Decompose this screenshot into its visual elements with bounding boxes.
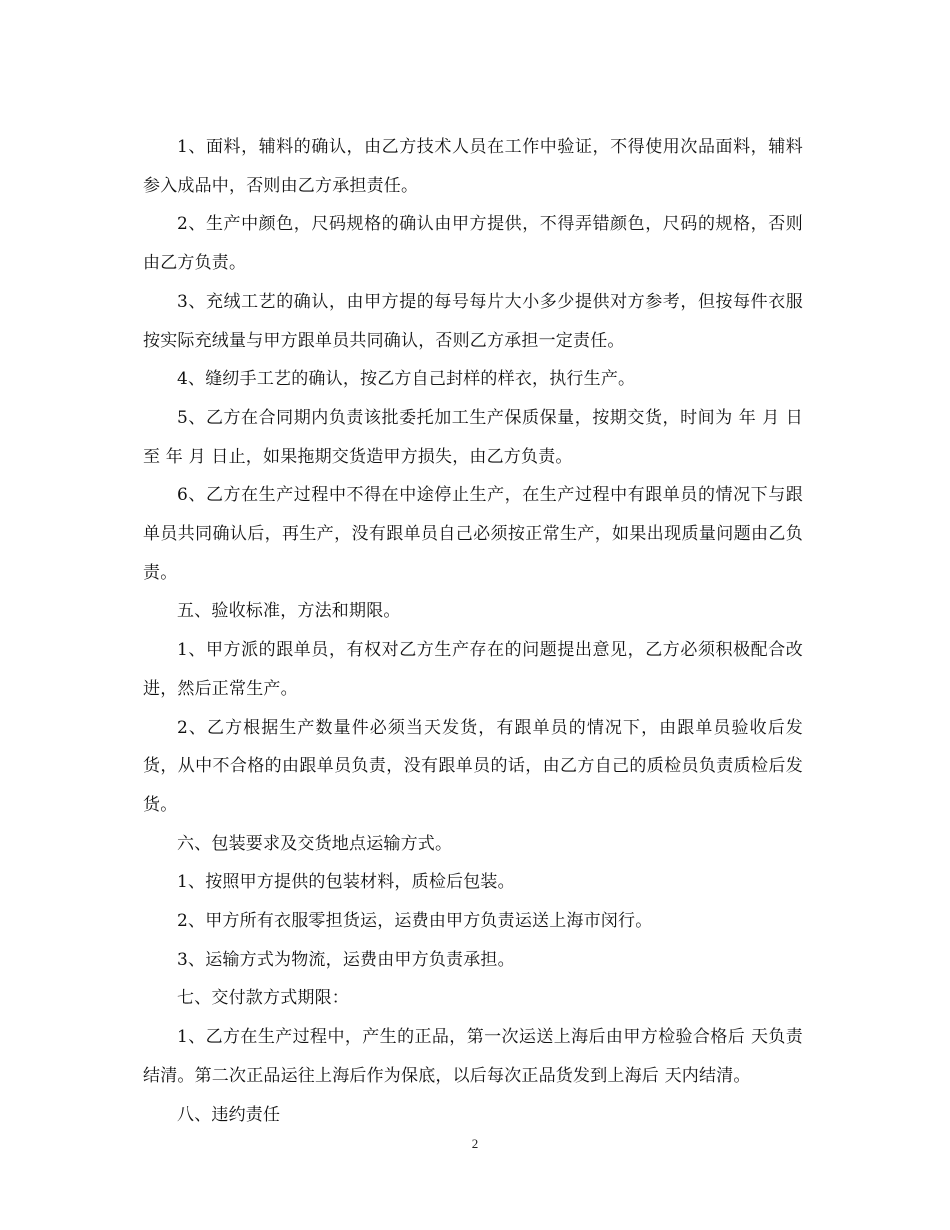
- page-number: 2: [471, 1136, 479, 1151]
- section-heading-packaging: 六、包装要求及交货地点运输方式。: [177, 833, 453, 854]
- document-body: [143, 128, 803, 1134]
- clause-merchandiser-rights: 1、甲方派的跟单员，有权对乙方生产存在的问题提出意见，乙方必须积极配合改进，然后正常生产。: [143, 640, 803, 699]
- clause-production-process: 6、乙方在生产过程中不得在中途停止生产，在生产过程中有跟单员的情况下与跟单员共同确认后，再生产，没有跟单员自己必须按正常生产，如果出现质量问题由乙负责。: [143, 485, 803, 583]
- section-heading-acceptance: 五、验收标准，方法和期限。: [177, 601, 401, 622]
- clause-color-size-confirmation: 2、生产中颜色，尺码规格的确认由甲方提供，不得弄错颜色，尺码的规格，否则由乙方负责。: [143, 214, 803, 274]
- clause-sewing-craft: 4、缝纫手工艺的确认，按乙方自己封样的样衣，执行生产。: [177, 369, 636, 390]
- clause-packaging-materials: 1、按照甲方提供的包装材料，质检后包装。: [177, 872, 515, 893]
- clause-same-day-shipping: 2、乙方根据生产数量件必须当天发货，有跟单员的情况下，由跟单员验收后发货，从中不合格的由跟单员负责，没有跟单员的话，由乙方自己的质检员负责质检后发货。: [143, 717, 803, 815]
- clause-transport-method: 3、运输方式为物流，运费由甲方负责承担。: [177, 949, 515, 970]
- section-heading-payment: 七、交付款方式期限：: [177, 988, 349, 1009]
- clause-down-filling-process: 3、充绒工艺的确认，由甲方提的每号每片大小多少提供对方参考，但按每件衣服按实际充绒量与甲方跟单员共同确认，否则乙方承担一定责任。: [143, 291, 803, 351]
- clause-delivery-schedule: 5、乙方在合同期内负责该批委托加工生产保质保量，按期交货，时间为 年 月 日至 年 月 日止，如果拖期交货造甲方损失，由乙方负责。: [143, 407, 803, 467]
- clause-freight: 2、甲方所有衣服零担货运，运费由甲方负责运送上海市闵行。: [177, 911, 653, 932]
- clause-fabric-confirmation: 1、面料，辅料的确认，由乙方技术人员在工作中验证，不得使用次品面料，辅料参入成品中，否则由乙方承担责任。: [143, 137, 803, 196]
- clause-payment-settlement: 1、乙方在生产过程中，产生的正品，第一次运送上海后由甲方检验合格后 天负责结清。第二次正品运往上海后作为保底，以后每次正品货发到上海后 天内结清。: [143, 1027, 803, 1086]
- section-heading-liability: 八、违约责任: [177, 1104, 281, 1125]
